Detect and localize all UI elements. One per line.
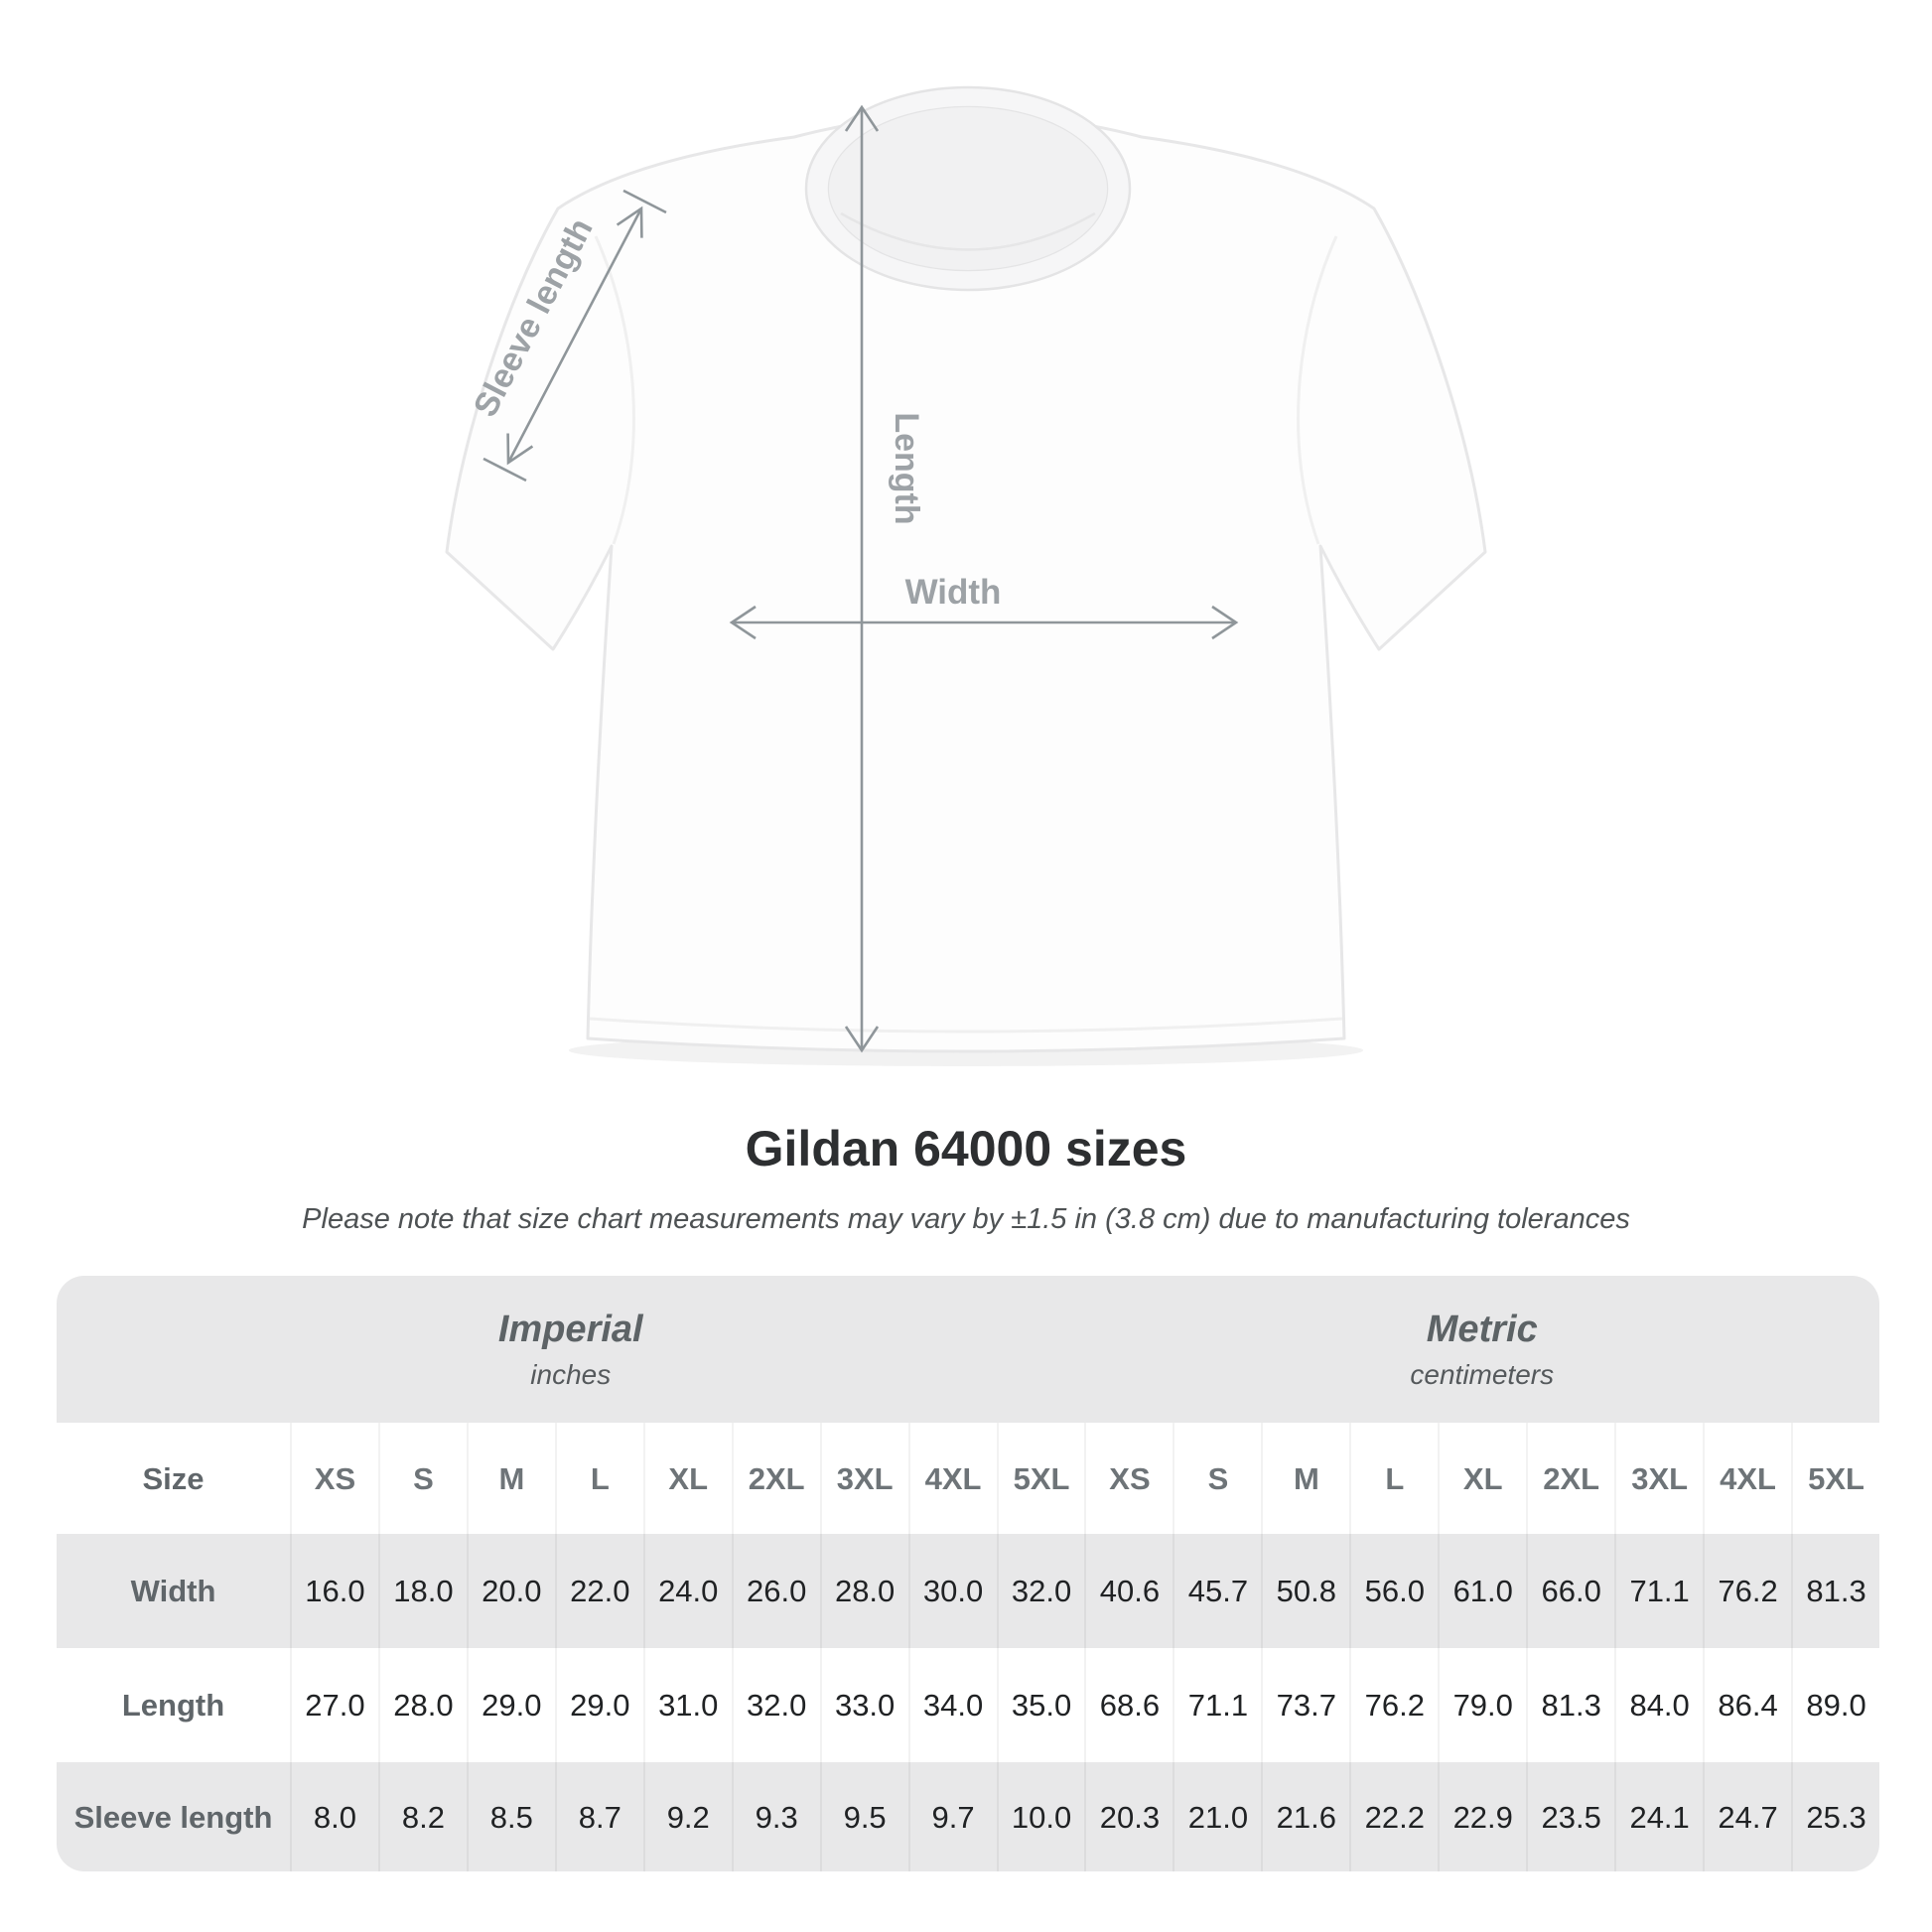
width-label: Width (904, 573, 1002, 612)
value-cell-imperial: 29.0 (555, 1648, 643, 1762)
value-cell-imperial: 9.5 (820, 1762, 908, 1871)
value-cell-metric: 40.6 (1084, 1534, 1173, 1648)
value-cell-imperial: 18.0 (378, 1534, 467, 1648)
metric-group-label: Metric (1426, 1308, 1538, 1350)
size-header-metric: M (1261, 1423, 1349, 1534)
value-cell-metric: 73.7 (1261, 1648, 1349, 1762)
size-header-metric: S (1173, 1423, 1261, 1534)
value-cell-metric: 20.3 (1084, 1762, 1173, 1871)
table-row (57, 1762, 1879, 1871)
value-cell-metric: 21.6 (1261, 1762, 1349, 1871)
size-header-metric: XL (1438, 1423, 1526, 1534)
tshirt-illustration (447, 87, 1485, 1051)
value-cell-imperial: 28.0 (378, 1648, 467, 1762)
size-header-imperial: XS (290, 1423, 378, 1534)
value-cell-imperial: 9.7 (908, 1762, 997, 1871)
imperial-group-label: Imperial (497, 1308, 643, 1350)
value-cell-imperial: 31.0 (643, 1648, 732, 1762)
size-header-imperial: 4XL (908, 1423, 997, 1534)
value-cell-metric: 45.7 (1173, 1534, 1261, 1648)
metric-group-unit: centimeters (1410, 1358, 1555, 1390)
imperial-group-header (57, 1276, 1085, 1423)
tolerance-note: Please note that size chart measurements may vary by ±1.5 in (3.8 cm) due to manufacturing tolerances (302, 1203, 1630, 1235)
value-cell-metric: 50.8 (1261, 1534, 1349, 1648)
size-header-imperial: 5XL (997, 1423, 1085, 1534)
unit-group-header-row (57, 1276, 1879, 1423)
value-cell-metric: 61.0 (1438, 1534, 1526, 1648)
imperial-group-unit: inches (530, 1358, 612, 1390)
value-cell-imperial: 8.7 (555, 1762, 643, 1871)
sleeve-length-label: Sleeve length (466, 211, 601, 423)
row-label: Width (130, 1574, 216, 1608)
value-cell-imperial: 9.3 (732, 1762, 820, 1871)
value-cell-metric: 89.0 (1791, 1648, 1879, 1762)
row-label: Sleeve length (73, 1799, 273, 1835)
size-header-metric: XS (1084, 1423, 1173, 1534)
value-cell-imperial: 9.2 (643, 1762, 732, 1871)
value-cell-imperial: 32.0 (997, 1534, 1085, 1648)
value-cell-imperial: 30.0 (908, 1534, 997, 1648)
value-cell-metric: 24.1 (1614, 1762, 1703, 1871)
value-cell-metric: 24.7 (1703, 1762, 1791, 1871)
value-cell-imperial: 8.0 (290, 1762, 378, 1871)
value-cell-metric: 71.1 (1614, 1534, 1703, 1648)
value-cell-imperial: 20.0 (467, 1534, 555, 1648)
value-cell-imperial: 16.0 (290, 1534, 378, 1648)
value-cell-imperial: 26.0 (732, 1534, 820, 1648)
value-cell-imperial: 33.0 (820, 1648, 908, 1762)
value-cell-metric: 81.3 (1791, 1534, 1879, 1648)
table-row-size-headers (57, 1423, 1879, 1534)
length-label: Length (888, 412, 925, 525)
value-cell-imperial: 29.0 (467, 1648, 555, 1762)
size-chart-table (57, 1276, 1879, 1871)
value-cell-metric: 84.0 (1614, 1648, 1703, 1762)
size-header-imperial: S (378, 1423, 467, 1534)
size-header-imperial: 3XL (820, 1423, 908, 1534)
value-cell-metric: 66.0 (1526, 1534, 1614, 1648)
value-cell-metric: 56.0 (1349, 1534, 1438, 1648)
value-cell-imperial: 24.0 (643, 1534, 732, 1648)
table-row (57, 1534, 1879, 1648)
size-header-imperial: 2XL (732, 1423, 820, 1534)
value-cell-imperial: 22.0 (555, 1534, 643, 1648)
value-cell-metric: 22.9 (1438, 1762, 1526, 1871)
size-header-imperial: L (555, 1423, 643, 1534)
value-cell-metric: 71.1 (1173, 1648, 1261, 1762)
size-header-metric: L (1349, 1423, 1438, 1534)
value-cell-metric: 22.2 (1349, 1762, 1438, 1871)
value-cell-imperial: 32.0 (732, 1648, 820, 1762)
row-label: Length (121, 1688, 225, 1723)
size-column-header: Size (142, 1460, 205, 1496)
value-cell-imperial: 35.0 (997, 1648, 1085, 1762)
size-header-metric: 5XL (1791, 1423, 1879, 1534)
metric-group-header (1085, 1276, 1880, 1423)
value-cell-metric: 25.3 (1791, 1762, 1879, 1871)
size-header-metric: 3XL (1614, 1423, 1703, 1534)
value-cell-metric: 81.3 (1526, 1648, 1614, 1762)
page-title: Gildan 64000 sizes (745, 1121, 1187, 1176)
value-cell-metric: 86.4 (1703, 1648, 1791, 1762)
table-rows (57, 1423, 1879, 1871)
value-cell-metric: 79.0 (1438, 1648, 1526, 1762)
value-cell-imperial: 8.5 (467, 1762, 555, 1871)
value-cell-metric: 68.6 (1084, 1648, 1173, 1762)
size-header-metric: 4XL (1703, 1423, 1791, 1534)
value-cell-imperial: 27.0 (290, 1648, 378, 1762)
size-header-imperial: XL (643, 1423, 732, 1534)
value-cell-imperial: 8.2 (378, 1762, 467, 1871)
value-cell-imperial: 34.0 (908, 1648, 997, 1762)
value-cell-metric: 23.5 (1526, 1762, 1614, 1871)
value-cell-imperial: 10.0 (997, 1762, 1085, 1871)
table-row (57, 1648, 1879, 1762)
value-cell-metric: 76.2 (1349, 1648, 1438, 1762)
value-cell-imperial: 28.0 (820, 1534, 908, 1648)
size-header-imperial: M (467, 1423, 555, 1534)
value-cell-metric: 76.2 (1703, 1534, 1791, 1648)
value-cell-metric: 21.0 (1173, 1762, 1261, 1871)
size-header-metric: 2XL (1526, 1423, 1614, 1534)
